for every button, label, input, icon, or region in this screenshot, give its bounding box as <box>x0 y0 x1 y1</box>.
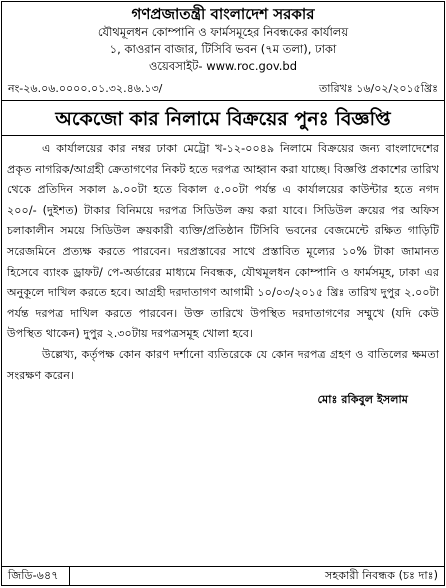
signatory-name: মোঃ রকিবুল ইসলাম <box>317 393 408 407</box>
office-website: ওয়েবসাইট- www.roc.gov.bd <box>148 59 298 73</box>
notice-header <box>2 5 444 75</box>
body-paragraph-2: উল্লেখ্য, কর্তৃপক্ষ কোন কারণ দর্শানো ব্যতিরেকে যে কোন দরপত্র গ্রহণ ও বাতিলের ক্ষমতা সংরক্ষণ করেন। <box>7 347 439 382</box>
government-name: গণপ্রজাতন্ত্রী বাংলাদেশ সরকার <box>131 5 315 23</box>
tender-notice <box>1 1 445 586</box>
office-address: ১, কাওরান বাজার, টিসিবি ভবন (৭ম তলা), ঢাকা <box>109 42 337 56</box>
notice-footer <box>2 566 444 585</box>
memo-date: তারিখঃ ১৬/০২/২০১৫খ্রিঃ <box>318 82 438 95</box>
notice-title: অকেজো কার নিলামে বিক্রয়ের পুনঃ বিজ্ঞপ্তি <box>2 104 444 136</box>
office-name: যৌথমূলধন কোম্পানি ও ফার্মসমূহের নিবন্ধকের কার্যালয় <box>97 25 349 39</box>
reference-row <box>8 81 438 97</box>
memo-number: নং-২৬.০৬.০০০০.০১.৩২.৪৬.১৩/ <box>8 82 163 95</box>
gd-code: জিডি-৬৪৭ <box>8 567 70 585</box>
signatory-designation: সহকারী নিবন্ধক (চঃ দাঃ) <box>325 569 438 582</box>
notice-body <box>2 136 444 386</box>
signature-block <box>2 390 444 409</box>
divider <box>2 100 444 101</box>
body-paragraph-1: এ কার্যালয়ের কার নম্বর ঢাকা মেট্রো খ-১২-০০৪৯ নিলামে বিক্রয়ের জন্য বাংলাদেশের প্রকৃত নাগরিক/আগ্রহী ক্রেতাগণের নিকট হতে দরপত্র আহ্বান করা যাচ্ছে। বিজ্ঞপ্তি প্রকাশের তারিখ থেকে প্রতিদিন সকাল ৯.০০টা হতে বিকাল ৫.০০টা পর্যন্ত এ কার্যালয়ের কাউন্টার হতে নগদ ২০০/- (দুইশত) টাকার বিনিময়ে দরপত্র সিডিউল ক্রয় করা যাবে। সিডিউল ক্রয়ের পর অফিস চলাকালীন সময়ে সিডিউল ক্রয়কারী ব্যক্তি/প্রতিষ্ঠান টিসিবি ভবনের বেজমেন্টে রক্ষিত গাড়িটি সরেজমিনে প্রত্যক্ষ করতে পারবেন। দরপ্রস্তাবের সাথে প্রস্তাবিত মূল্যের ১০% টাকা জামানত হিসেবে ব্যাংক ড্রাফট/ পে-অর্ডারের মাধ্যমে নিবন্ধক, যৌথমূলধন কোম্পানি ও ফার্মসমূহ, ঢাকা এর অনুকূলে দাখিল করতে হবে। আগ্রহী দরদাতাগণ আগামী ১০/০৩/২০১৫ খ্রিঃ তারিখ দুপুর ২.০০টা পর্যন্ত দরপত্র দাখিল করতে পারবেন। উক্ত তারিখে উপস্থিত দরদাতাগণের সম্মুখে (যদি কেউ উপস্থিত থাকেন) দুপুর ২.৩০টায় দরপত্রসমূহ খোলা হবে। <box>7 142 439 341</box>
